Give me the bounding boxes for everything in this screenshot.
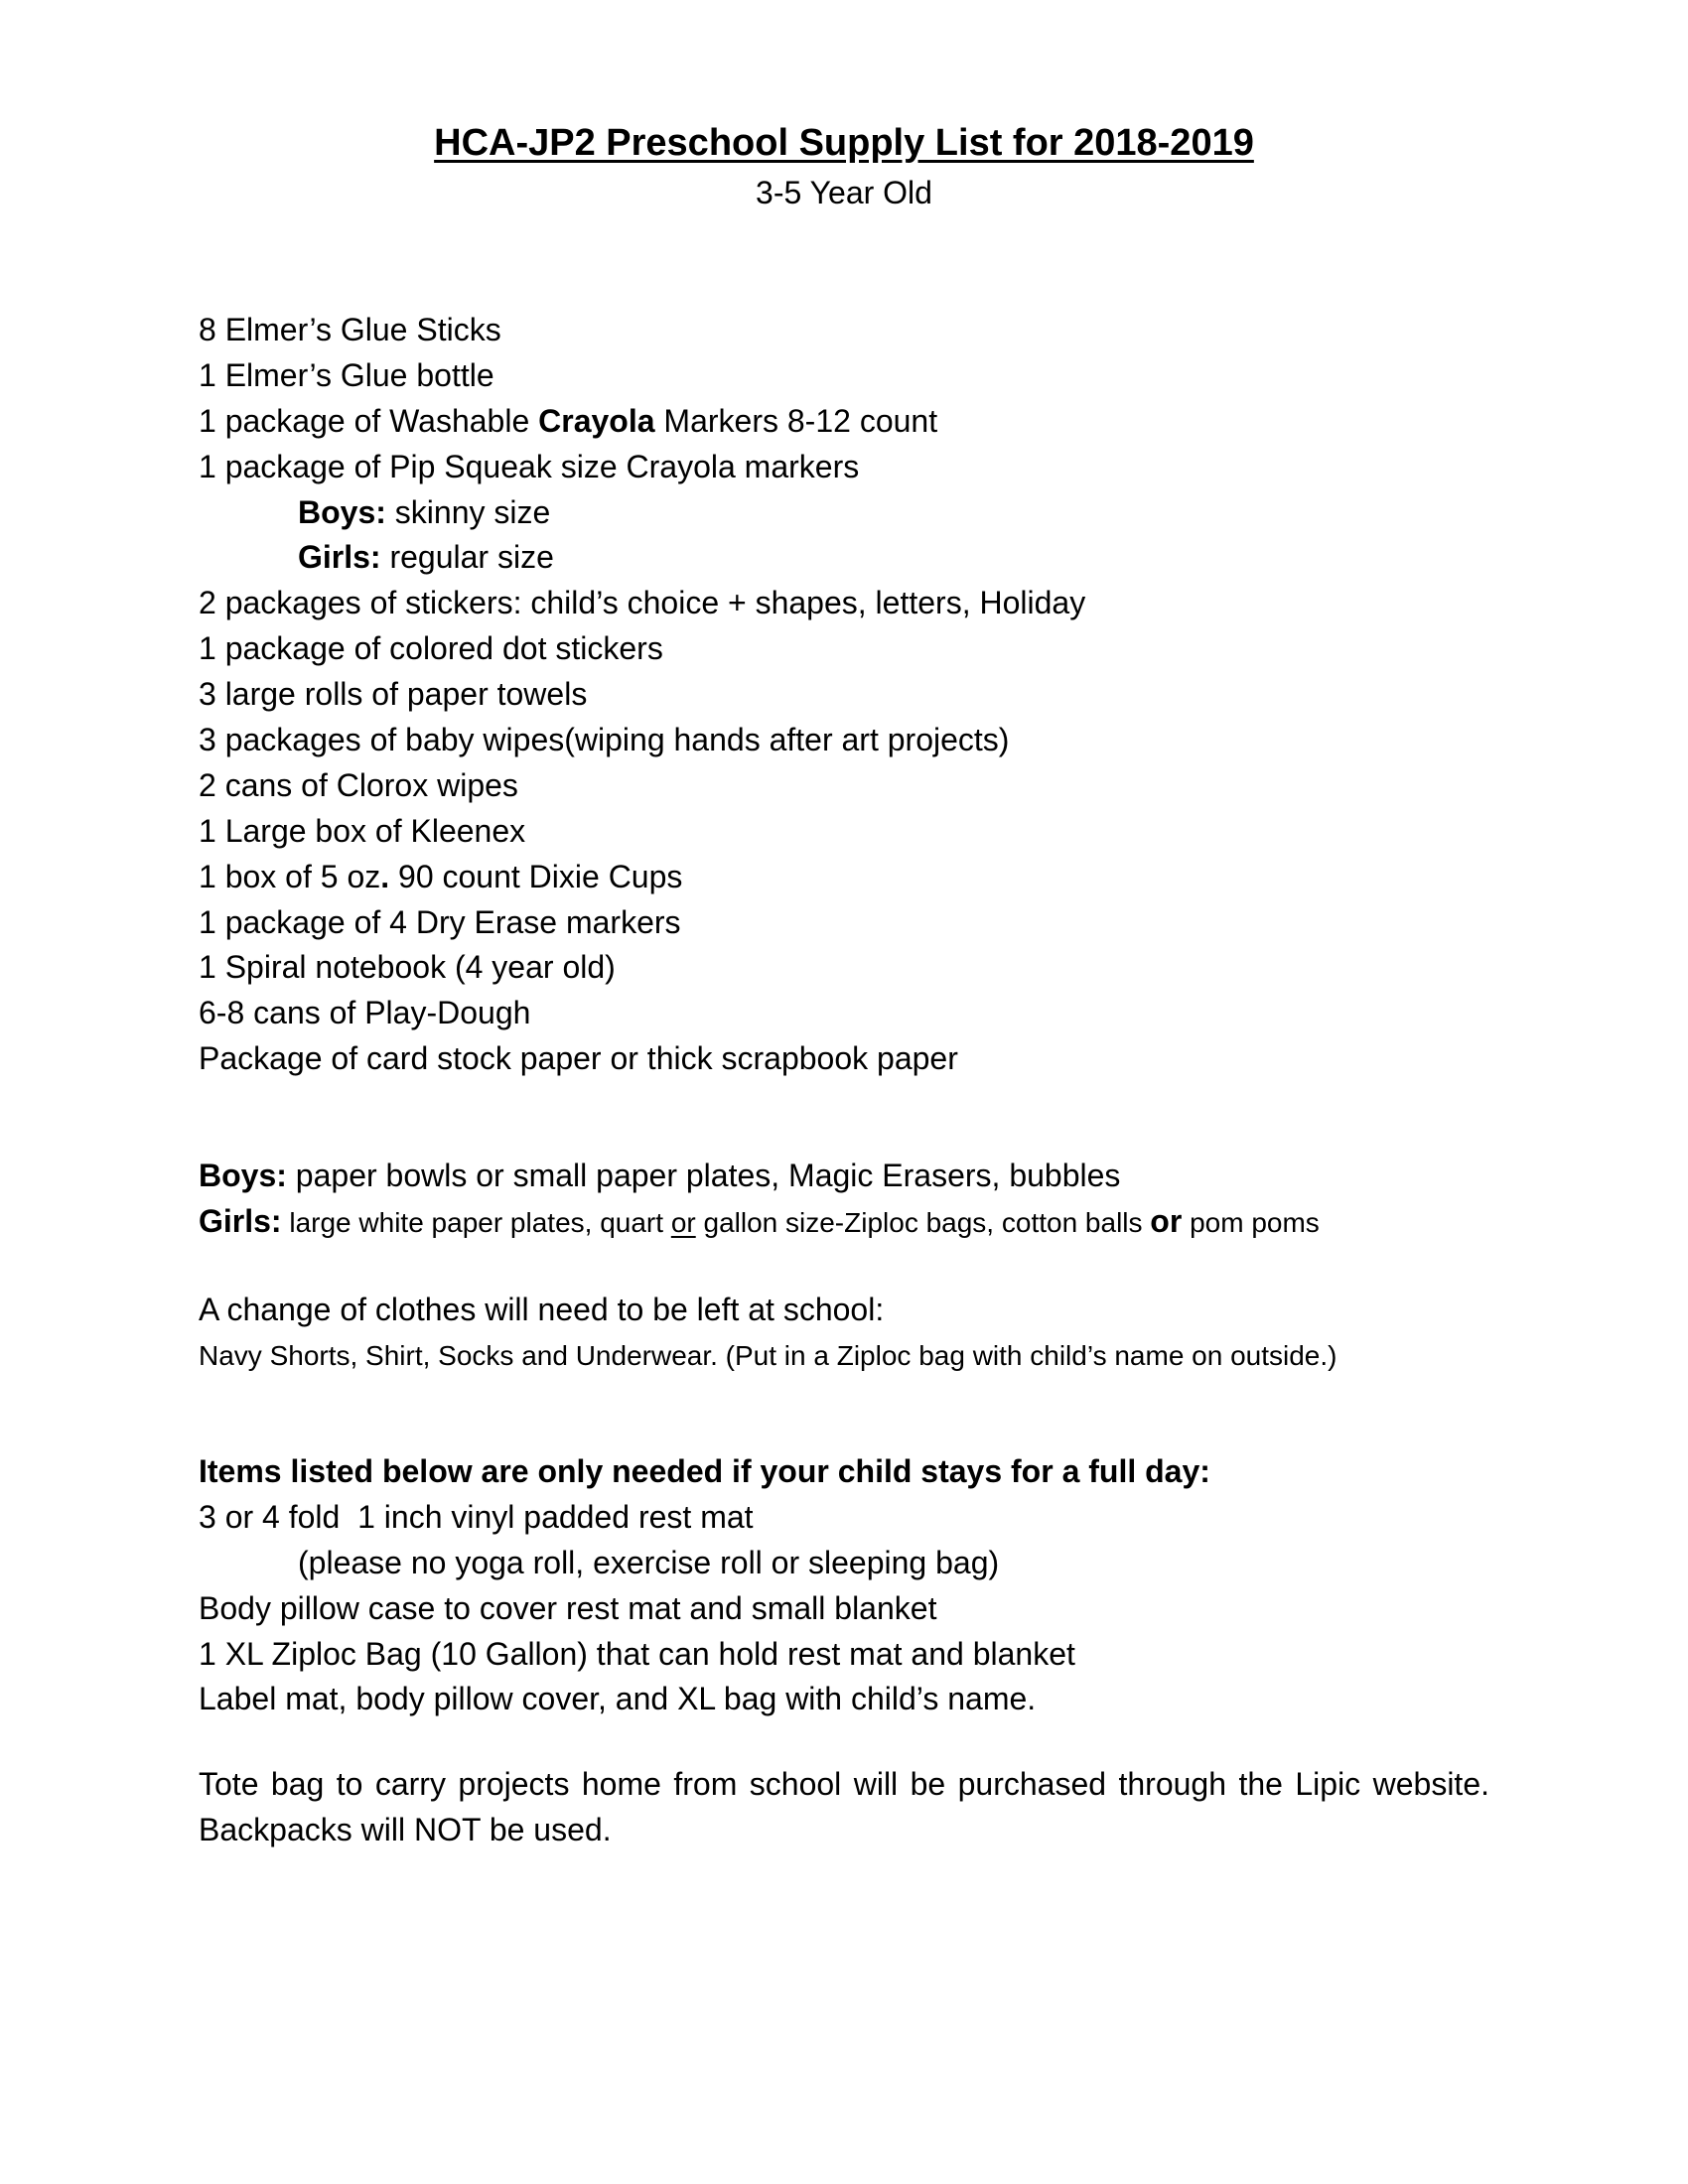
page-subtitle: 3-5 Year Old	[756, 175, 932, 210]
supply-list	[199, 308, 1489, 1082]
list-item: 1 Large box of Kleenex	[199, 812, 526, 849]
list-item: 8 Elmer’s Glue Sticks	[199, 312, 501, 347]
list-item: 2 packages of stickers: child’s choice + shapes, letters, Holiday	[199, 585, 1086, 621]
girls-items-text: gallon size-Ziploc bags, cotton balls	[695, 1206, 1151, 1238]
clothes-heading: A change of clothes will need to be left at school:	[199, 1292, 885, 1327]
boys-label: Boys:	[298, 493, 386, 530]
tote-bag-note	[199, 1762, 1489, 1853]
page-title: HCA-JP2 Preschool Supply List for 2018-2019	[434, 122, 1254, 164]
list-subitem-boys	[199, 490, 1489, 536]
list-subitem-girls	[199, 535, 1489, 581]
list-item	[199, 399, 1489, 445]
list-item: 6-8 cans of Play-Dough	[199, 995, 531, 1031]
list-note: (please no yoga roll, exercise roll or sleeping bag)	[298, 1544, 1000, 1580]
list-item: 1 package of Pip Squeak size Crayola markers	[199, 448, 860, 484]
item-dot-bold: .	[380, 858, 390, 894]
item-text: 1 box of 5 oz	[199, 858, 381, 894]
list-item: 1 package of colored dot stickers	[199, 630, 663, 667]
girls-or-underlined: or	[670, 1206, 696, 1238]
list-item: 1 package of 4 Dry Erase markers	[199, 903, 681, 940]
list-item: 2 cans of Clorox wipes	[199, 766, 518, 803]
boys-size: skinny size	[385, 493, 551, 530]
gender-items	[199, 1154, 1489, 1245]
list-item: 1 XL Ziploc Bag (10 Gallon) that can hold rest mat and blanket	[199, 1635, 1075, 1672]
list-item: 3 large rolls of paper towels	[199, 676, 588, 713]
list-item: 1 Spiral notebook (4 year old)	[199, 949, 616, 986]
list-item: Package of card stock paper or thick scrapbook paper	[199, 1040, 958, 1077]
list-item	[199, 855, 1489, 900]
girls-or-bold: or	[1150, 1202, 1183, 1239]
item-text: Markers 8-12 count	[654, 402, 938, 439]
list-item: 3 packages of baby wipes(wiping hands after art projects)	[199, 722, 1010, 758]
clothes-detail: Navy Shorts, Shirt, Socks and Underwear. (Put in a Ziploc bag with child’s name on outside.)	[199, 1339, 1337, 1371]
girls-items-line	[199, 1199, 1489, 1245]
item-text: 1 package of Washable	[199, 402, 539, 439]
tote-paragraph: Tote bag to carry projects home from school will be purchased through the Lipic website. Backpacks will NOT be used.	[199, 1766, 1489, 1847]
list-item: Body pillow case to cover rest mat and small blanket	[199, 1589, 937, 1626]
full-day-section	[199, 1449, 1489, 1722]
boys-label: Boys:	[199, 1158, 287, 1193]
list-item: Label mat, body pillow cover, and XL bag with child’s name.	[199, 1681, 1037, 1717]
girls-label: Girls:	[199, 1202, 282, 1239]
item-brand-bold: Crayola	[538, 402, 655, 439]
boys-items-text: paper bowls or small paper plates, Magic Erasers, bubbles	[286, 1158, 1121, 1193]
full-day-heading: Items listed below are only needed if your child stays for a full day:	[199, 1453, 1210, 1489]
clothes-section	[199, 1288, 1489, 1379]
item-text: 90 count Dixie Cups	[389, 858, 683, 894]
boys-items-line	[199, 1154, 1489, 1199]
girls-size: regular size	[380, 539, 554, 576]
girls-items-text: large white paper plates, quart	[281, 1206, 671, 1238]
list-item: 3 or 4 fold 1 inch vinyl padded rest mat	[199, 1498, 754, 1535]
girls-items-text: pom poms	[1182, 1206, 1320, 1238]
list-item: 1 Elmer’s Glue bottle	[199, 356, 494, 393]
girls-label: Girls:	[298, 539, 381, 576]
